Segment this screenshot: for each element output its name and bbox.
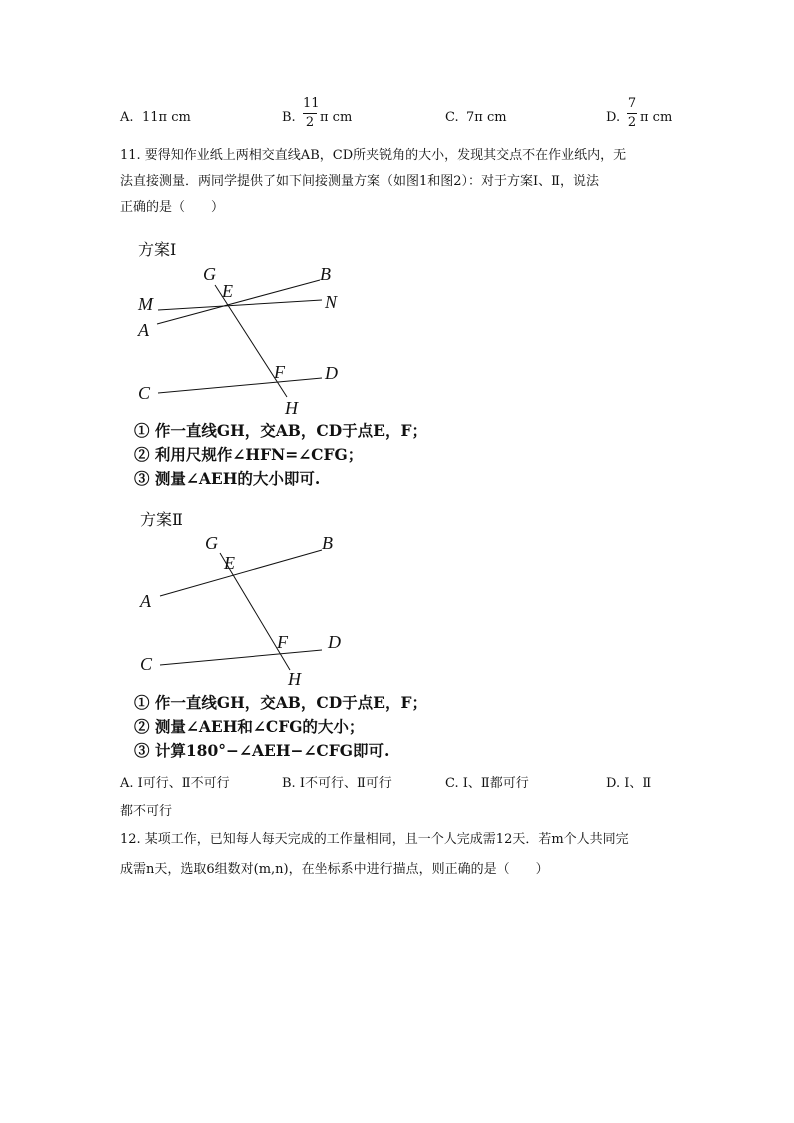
q11-option-d: D. Ⅰ、Ⅱ — [606, 776, 652, 791]
q11-option-c: C. Ⅰ、Ⅱ都可行 — [445, 776, 529, 791]
point-m-label: M — [138, 294, 153, 314]
point-n-label: N — [325, 292, 338, 312]
option-d-label: D. — [606, 110, 621, 125]
point-b-label: B — [322, 533, 333, 553]
option-a-label: A. — [120, 110, 134, 125]
point-f-label: F — [277, 632, 288, 652]
point-c-label: C — [138, 383, 151, 403]
point-a-label: A — [138, 320, 149, 340]
point-b-label: B — [320, 264, 331, 284]
point-h-label: H — [288, 669, 301, 689]
option-a-value: 11π cm — [142, 110, 191, 125]
q12-line-2: 成需n天，选取6组数对(m,n)，在坐标系中进行描点，则正确的是（ ） — [120, 862, 549, 877]
point-d-label: D — [328, 632, 341, 652]
plan-1-step-2: ② 利用尺规作∠HFN=∠CFG； — [134, 445, 364, 464]
point-g-label: G — [203, 264, 216, 284]
point-h-label: H — [285, 398, 298, 418]
q11-line-3: 正确的是（ ） — [120, 200, 225, 215]
fraction-numerator: 11 — [303, 96, 320, 111]
point-e-label: E — [224, 553, 235, 573]
plan-2-step-2: ② 测量∠AEH和∠CFG的大小； — [134, 717, 365, 736]
q11-line-1: 11. 要得知作业纸上两相交直线AB，CD所夹锐角的大小，发现其交点不在作业纸内，无 — [120, 148, 627, 163]
line-ab — [160, 550, 322, 596]
plan-1-title: 方案Ⅰ — [138, 240, 177, 259]
point-a-label: A — [140, 591, 151, 611]
option-b-label: B. — [282, 110, 296, 125]
plan-2-title: 方案Ⅱ — [140, 510, 183, 529]
option-d-unit: π cm — [640, 110, 673, 125]
q11-option-a: A. Ⅰ可行、Ⅱ不可行 — [120, 776, 230, 791]
plan-1-step-1: ① 作一直线GH，交AB，CD于点E，F； — [134, 421, 428, 440]
point-d-label: D — [325, 363, 338, 383]
q11-option-d-continued: 都不可行 — [120, 804, 173, 819]
point-c-label: C — [140, 654, 153, 674]
option-b-unit: π cm — [320, 110, 353, 125]
line-cd — [160, 650, 322, 665]
line-cd — [158, 378, 322, 393]
q11-option-b: B. Ⅰ不可行、Ⅱ可行 — [282, 776, 392, 791]
plan-1-step-3: ③ 测量∠AEH的大小即可. — [134, 469, 321, 488]
option-c-value: 7π cm — [466, 110, 507, 125]
point-g-label: G — [205, 533, 218, 553]
fraction-denominator: 2 — [627, 115, 637, 130]
point-f-label: F — [274, 362, 285, 382]
fraction-denominator: 2 — [305, 115, 315, 130]
plan-2-step-3: ③ 计算180°−∠AEH−∠CFG即可. — [134, 741, 390, 760]
fraction-numerator: 7 — [627, 96, 637, 111]
point-e-label: E — [222, 281, 233, 301]
q12-line-1: 12. 某项工作，已知每人每天完成的工作量相同，且一个人完成需12天．若m个人共同完 — [120, 832, 629, 847]
option-c-label: C. — [445, 110, 459, 125]
q11-line-2: 法直接测量．两同学提供了如下间接测量方案（如图1和图2）：对于方案Ⅰ、Ⅱ，说法 — [120, 174, 600, 189]
plan-2-step-1: ① 作一直线GH，交AB，CD于点E，F； — [134, 693, 428, 712]
